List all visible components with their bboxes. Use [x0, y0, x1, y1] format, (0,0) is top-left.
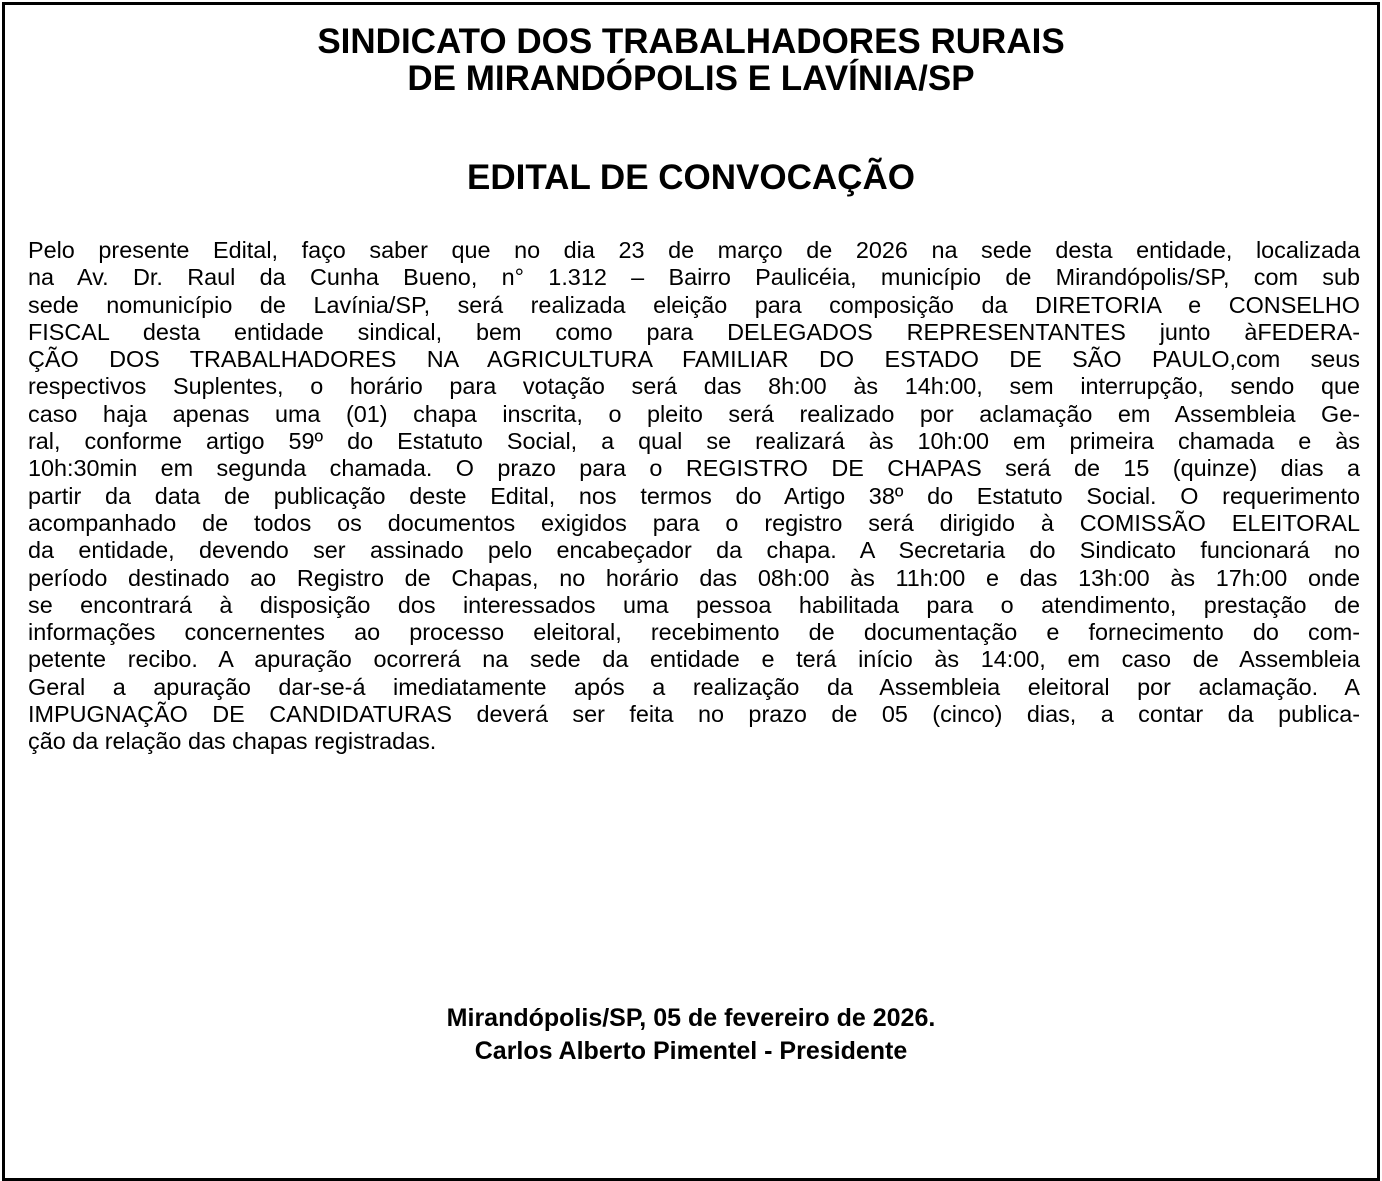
body-line: da entidade, devendo ser assinado pelo encabeçador da chapa. A Secretaria do Sindicato funcionará no — [28, 537, 1360, 564]
body-line: partir da data de publicação deste Edital, nos termos do Artigo 38º do Estatuto Social. O requerimento — [28, 482, 1360, 509]
body-line: ral, conforme artigo 59º do Estatuto Social, a qual se realizará às 10h:00 em primeira chamada e às — [28, 428, 1360, 455]
signature-block — [5, 1002, 1377, 1068]
body-line: ÇÃO DOS TRABALHADORES NA AGRICULTURA FAMILIAR DO ESTADO DE SÃO PAULO,com seus — [28, 346, 1360, 373]
organization-name-line-2: DE MIRANDÓPOLIS E LAVÍNIA/SP — [407, 59, 975, 98]
body-line: ção da relação das chapas registradas. — [28, 728, 437, 755]
signer-name: Carlos Alberto Pimentel - Presidente — [474, 1037, 908, 1065]
body-line: acompanhado de todos os documentos exigidos para o registro será dirigido à COMISSÃO ELEITORAL — [28, 509, 1360, 536]
body-line: se encontrará à disposição dos interessados uma pessoa habilitada para o atendimento, prestação de — [28, 591, 1360, 618]
body-line: informações concernentes ao processo eleitoral, recebimento de documentação e fornecimento do com- — [28, 619, 1360, 646]
body-line: petente recibo. A apuração ocorrerá na sede da entidade e terá início às 14:00, em caso de Assembleia — [28, 646, 1360, 673]
notice-body — [28, 237, 1360, 756]
body-line: IMPUGNAÇÃO DE CANDIDATURAS deverá ser feita no prazo de 05 (cinco) dias, a contar da publica- — [28, 701, 1360, 728]
body-line: Pelo presente Edital, faço saber que no dia 23 de março de 2026 na sede desta entidade, localizada — [28, 237, 1360, 263]
organization-name — [5, 23, 1377, 97]
notice-title: EDITAL DE CONVOCAÇÃO — [467, 158, 915, 197]
body-line: caso haja apenas uma (01) chapa inscrita, o pleito será realizado por aclamação em Assembleia Ge- — [28, 400, 1360, 427]
organization-name-line-1: SINDICATO DOS TRABALHADORES RURAIS — [317, 22, 1065, 61]
body-line: respectivos Suplentes, o horário para votação será das 8h:00 às 14h:00, sem interrupção, sendo que — [28, 373, 1360, 400]
body-line: Geral a apuração dar-se-á imediatamente após a realização da Assembleia eleitoral por aclamação. A — [28, 673, 1360, 700]
body-line: sede nomunicípio de Lavínia/SP, será realizada eleição para composição da DIRETORIA e CONSELHO — [28, 291, 1360, 318]
body-line: na Av. Dr. Raul da Cunha Bueno, n° 1.312 – Bairro Paulicéia, município de Mirandópolis/SP, com sub — [28, 264, 1360, 291]
body-line: 10h:30min em segunda chamada. O prazo para o REGISTRO DE CHAPAS será de 15 (quinze) dias a — [28, 455, 1360, 482]
place-and-date: Mirandópolis/SP, 05 de fevereiro de 2026. — [446, 1004, 936, 1032]
body-line: período destinado ao Registro de Chapas, no horário das 08h:00 às 11h:00 e das 13h:00 às 17h:00 onde — [28, 564, 1360, 591]
notice-frame — [2, 2, 1380, 1181]
body-line: FISCAL desta entidade sindical, bem como para DELEGADOS REPRESENTANTES junto àFEDERA- — [28, 318, 1360, 345]
